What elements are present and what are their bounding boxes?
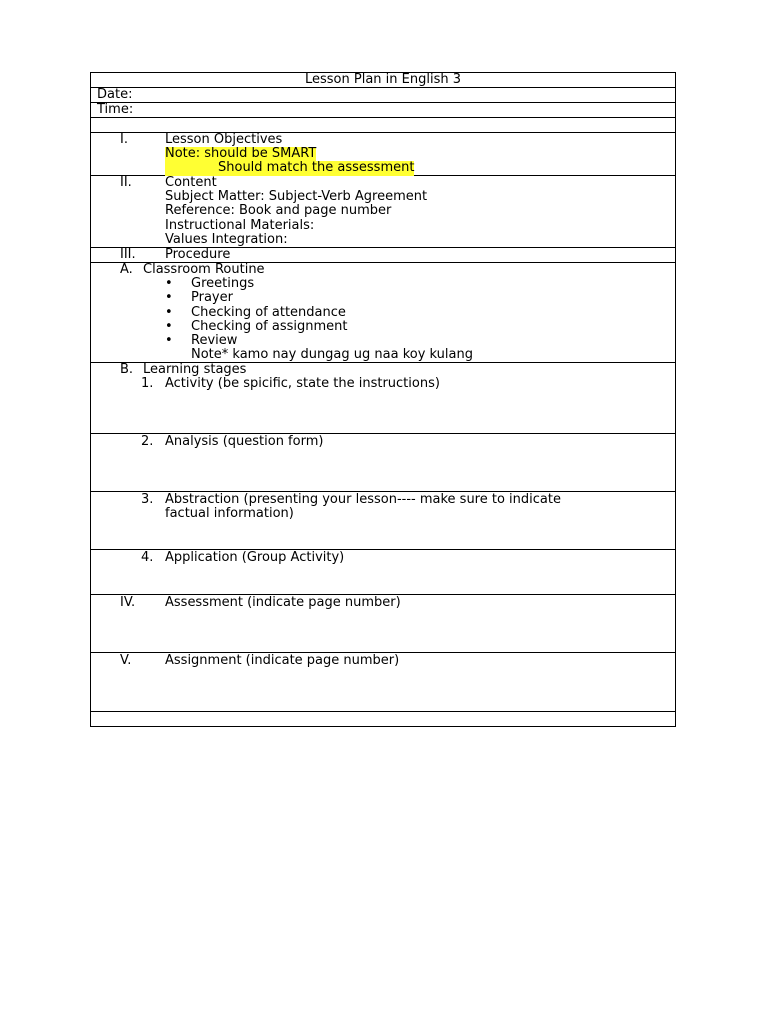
- assessment-row: [91, 596, 675, 653]
- page-title: Lesson Plan in English 3: [305, 72, 461, 87]
- routine-item-greetings: Greetings: [191, 276, 255, 292]
- time-row: [91, 103, 675, 118]
- stage-application: Application (Group Activity): [165, 550, 345, 565]
- bullet-icon: •: [165, 276, 173, 292]
- learning-stage-application-row: [91, 551, 675, 595]
- assessment-number: IV.: [120, 595, 136, 610]
- procedure-row: [91, 248, 675, 263]
- learning-label: B.: [120, 362, 134, 377]
- bullet-icon: •: [165, 304, 173, 320]
- blank-row: [91, 118, 675, 133]
- content-subject-matter: Subject Matter: Subject-Verb Agreement: [165, 189, 428, 205]
- routine-item-review: Review: [191, 332, 238, 348]
- assessment-heading: Assessment (indicate page number): [165, 595, 401, 610]
- assignment-heading: Assignment (indicate page number): [165, 653, 400, 668]
- content-materials: Instructional Materials:: [165, 217, 315, 233]
- list-item: [91, 277, 675, 291]
- procedure-number: III.: [120, 247, 136, 262]
- title-row: [91, 73, 675, 88]
- assignment-number: V.: [120, 653, 132, 668]
- stage-abstraction-continued: factual information): [165, 506, 294, 522]
- routine-note: Note* kamo nay dungag ug naa koy kulang: [191, 347, 473, 363]
- learning-heading: Learning stages: [143, 362, 247, 377]
- learning-stage-activity-row: [91, 363, 675, 434]
- list-item: [91, 334, 675, 348]
- content-values: Values Integration:: [165, 231, 288, 247]
- routine-label: A.: [120, 262, 133, 277]
- list-item: [91, 291, 675, 305]
- bullet-icon: •: [165, 332, 173, 348]
- content-number: II.: [120, 175, 132, 190]
- classroom-routine-row: [91, 263, 675, 363]
- stage-activity: Activity (be spicific, state the instructions): [165, 376, 440, 392]
- objectives-row: [91, 133, 675, 176]
- learning-stage-abstraction-row: [91, 493, 675, 550]
- stage-analysis: Analysis (question form): [165, 434, 324, 449]
- stage-number: 4.: [141, 550, 154, 565]
- blank-row: [91, 712, 675, 726]
- content-row: [91, 176, 675, 248]
- routine-item-assignment: Checking of assignment: [191, 318, 348, 334]
- lesson-plan-table: [90, 72, 676, 727]
- date-row: [91, 88, 675, 103]
- learning-stage-analysis-row: [91, 435, 675, 492]
- stage-number: 2.: [141, 434, 154, 449]
- objectives-heading: Lesson Objectives: [165, 132, 283, 147]
- list-item: [91, 306, 675, 320]
- procedure-heading: Procedure: [165, 247, 231, 262]
- bullet-icon: •: [165, 290, 173, 306]
- stage-number: 1.: [141, 376, 154, 392]
- assignment-row: [91, 654, 675, 712]
- content-heading: Content: [165, 175, 217, 190]
- objectives-note-smart: Note: should be SMART: [165, 146, 317, 162]
- routine-item-prayer: Prayer: [191, 290, 233, 306]
- objectives-number: I.: [120, 132, 128, 147]
- date-label: Date:: [97, 87, 133, 102]
- time-label: Time:: [97, 102, 134, 117]
- list-item: [91, 320, 675, 334]
- routine-heading: Classroom Routine: [143, 262, 265, 277]
- stage-number: 3.: [141, 492, 154, 507]
- routine-item-attendance: Checking of attendance: [191, 304, 346, 320]
- objectives-note-assessment: Should match the assessment: [165, 161, 414, 175]
- bullet-icon: •: [165, 318, 173, 334]
- content-reference: Reference: Book and page number: [165, 203, 392, 219]
- stage-abstraction: Abstraction (presenting your lesson---- make sure to indicate: [165, 492, 561, 507]
